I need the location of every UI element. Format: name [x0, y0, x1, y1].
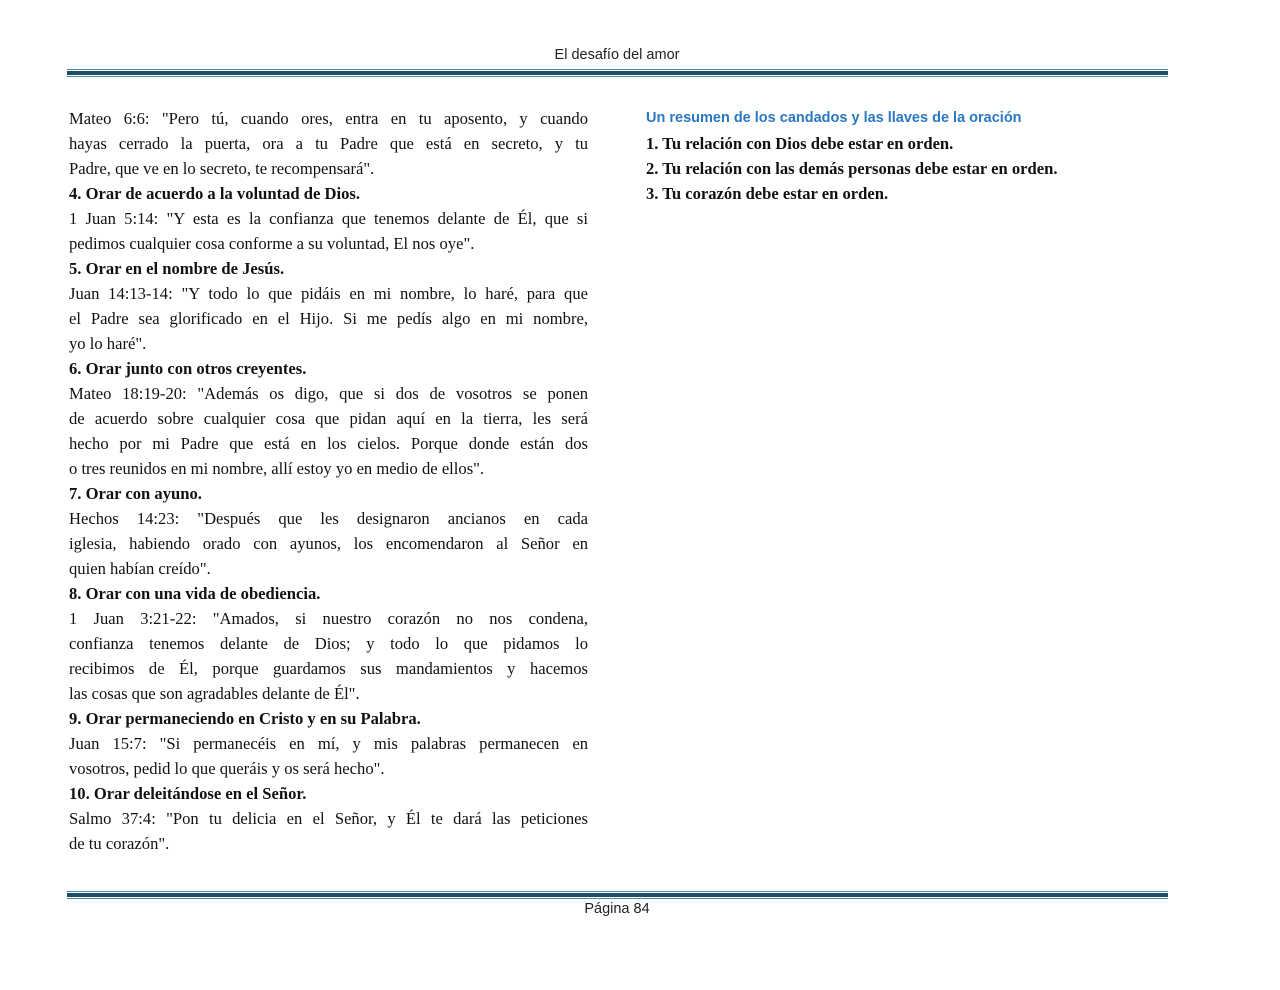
scripture-line: recibimos de Él, porque guardamos sus mandamientos y hacemos: [69, 659, 588, 678]
scripture-line: confianza tenemos delante de Dios; y todo lo que pidamos lo: [69, 634, 588, 653]
scripture-line: de tu corazón".: [69, 834, 170, 853]
section-heading: 9. Orar permaneciendo en Cristo y en su Palabra.: [69, 709, 421, 728]
scripture-line: Mateo 6:6: "Pero tú, cuando ores, entra en tu aposento, y cuando: [69, 109, 588, 128]
scripture-line: el Padre sea glorificado en el Hijo. Si me pedís algo en mi nombre,: [69, 309, 588, 328]
scripture-line: 1 Juan 5:14: "Y esta es la confianza que tenemos delante de Él, que si: [69, 209, 588, 228]
scripture-line: yo lo haré".: [69, 334, 147, 353]
summary-item: 3. Tu corazón debe estar en orden.: [646, 184, 889, 203]
scripture-line: Hechos 14:23: "Después que les designaron ancianos en cada: [69, 509, 588, 528]
right-column: [646, 106, 1166, 206]
section-heading: 8. Orar con una vida de obediencia.: [69, 584, 321, 603]
scripture-line: 1 Juan 3:21-22: "Amados, si nuestro corazón no nos condena,: [69, 609, 588, 628]
summary-item: 2. Tu relación con las demás personas debe estar en orden.: [646, 159, 1058, 178]
left-column: [69, 106, 588, 856]
running-header: El desafío del amor: [554, 47, 680, 63]
summary-subtitle: Un resumen de los candados y las llaves de la oración: [646, 110, 1022, 126]
scripture-line: hayas cerrado la puerta, ora a tu Padre que está en secreto, y tu: [69, 134, 588, 153]
section-heading: 4. Orar de acuerdo a la voluntad de Dios.: [69, 184, 361, 203]
scripture-line: quien habían creído".: [69, 559, 211, 578]
section-heading: 5. Orar en el nombre de Jesús.: [69, 259, 285, 278]
summary-item: 1. Tu relación con Dios debe estar en orden.: [646, 134, 954, 153]
scripture-line: o tres reunidos en mi nombre, allí estoy yo en medio de ellos".: [69, 459, 485, 478]
scripture-line: pedimos cualquier cosa conforme a su voluntad, El nos oye".: [69, 234, 475, 253]
section-heading: 10. Orar deleitándose en el Señor.: [69, 784, 307, 803]
scripture-line: Juan 15:7: "Si permanecéis en mí, y mis palabras permanecen en: [69, 734, 588, 753]
section-heading: 6. Orar junto con otros creyentes.: [69, 359, 307, 378]
scripture-line: Padre, que ve en lo secreto, te recompensará".: [69, 159, 375, 178]
scripture-line: hecho por mi Padre que está en los cielos. Porque donde están dos: [69, 434, 588, 453]
header-rule: [67, 69, 1168, 77]
scripture-line: Salmo 37:4: "Pon tu delicia en el Señor, y Él te dará las peticiones: [69, 809, 588, 828]
scripture-line: Mateo 18:19-20: "Además os digo, que si dos de vosotros se ponen: [69, 384, 588, 403]
scripture-line: vosotros, pedid lo que queráis y os será hecho".: [69, 759, 385, 778]
scripture-line: iglesia, habiendo orado con ayunos, los encomendaron al Señor en: [69, 534, 588, 553]
scripture-line: de acuerdo sobre cualquier cosa que pidan aquí en la tierra, les será: [69, 409, 588, 428]
footer-rule: [67, 891, 1168, 899]
scripture-line: las cosas que son agradables delante de Él".: [69, 684, 360, 703]
page-number: Página 84: [584, 901, 650, 917]
section-heading: 7. Orar con ayuno.: [69, 484, 202, 503]
scripture-line: Juan 14:13-14: "Y todo lo que pidáis en mi nombre, lo haré, para que: [69, 284, 588, 303]
